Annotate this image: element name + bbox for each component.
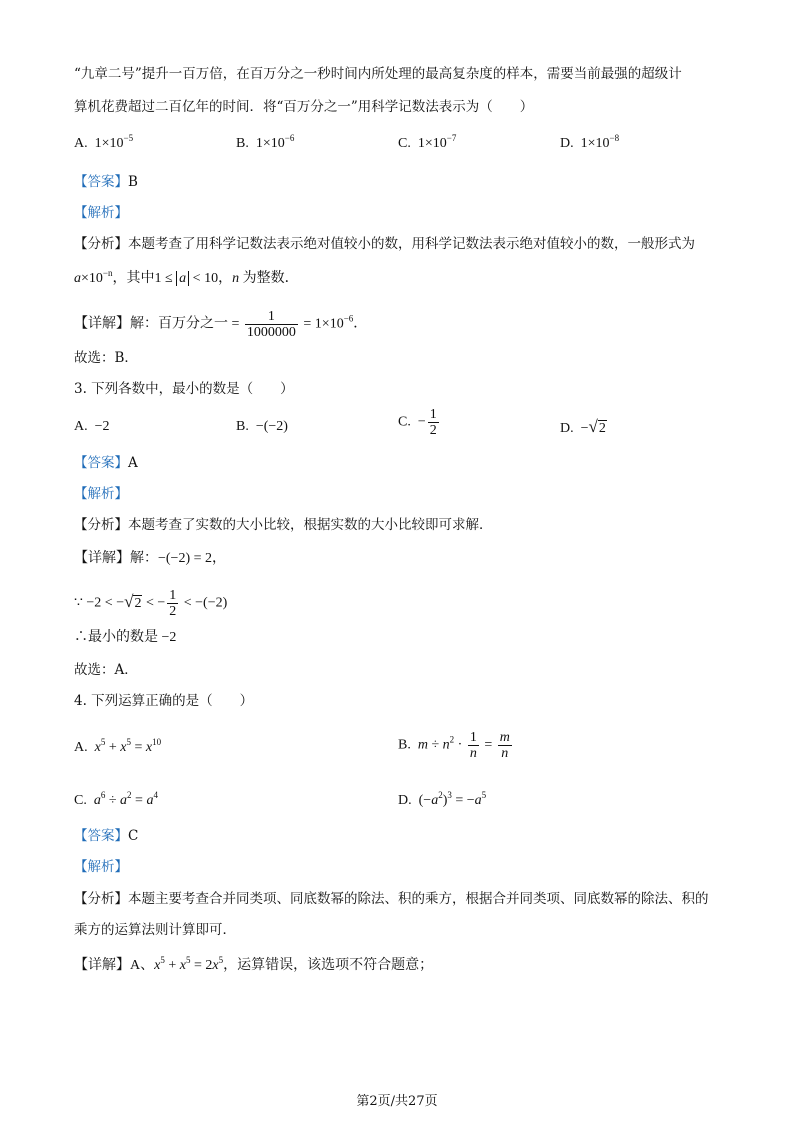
- q4-detail: 【详解】A、$x^5 + x^5 = 2x^5$，运算错误，该选项不符合题意；: [74, 955, 434, 973]
- q3-option-b: B. −(−2): [236, 419, 288, 434]
- q3-option-d: D. −√2: [560, 417, 607, 439]
- q2-stem-line2: 算机花费超过二百亿年的时间．将“百万分之一”用科学记数法表示为（ ）: [74, 99, 534, 115]
- q3-stem: 3. 下列各数中，最小的数是（ ）: [74, 381, 294, 397]
- q4-option-c: C. $a^6 \div a^2 = a^4$: [74, 790, 158, 808]
- page-footer: 第2页/共27页: [356, 1094, 438, 1109]
- q2-detail: 【详解】解：百万分之一 = $\frac{1}{1000000}$ = $1\times 10^{-6}$．: [74, 309, 368, 340]
- q2-answer: 【答案】B: [74, 174, 138, 190]
- q3-analysis: 【分析】本题考查了实数的大小比较，根据实数的大小比较即可求解．: [74, 517, 493, 533]
- q3-option-a: A. −2: [74, 419, 110, 434]
- q4-option-b: B. $m \div n^2$ · $\frac{1}{n}$ = $\frac{m}{n}$: [398, 730, 510, 761]
- q3-therefore: ∴最小的数是 −2: [74, 630, 177, 645]
- q4-jiexi-tag: 【解析】: [74, 859, 128, 875]
- q2-stem-line1: “九章二号”提升一百万倍，在百万分之一秒时间内所处理的最高复杂度的样本，需要当前最强的超级计: [74, 66, 682, 82]
- q3-answer: 【答案】A: [74, 455, 138, 471]
- q4-option-a: A. $x^5 + x^5 = x^{10}$: [74, 737, 162, 755]
- q4-analysis-line1: 【分析】本题主要考查合并同类项、同底数幂的除法、积的乘方，根据合并同类项、同底数幂的除法、积的: [74, 891, 709, 907]
- answer-tag: 【答案】: [74, 174, 128, 190]
- q2-option-c: C. $1\times 10^{-7}$: [398, 133, 457, 151]
- q4-option-d: D. $(-a^2)^3 = -a^5$: [398, 790, 487, 808]
- q2-analysis-line2: $a\times 10^{-n}$，其中1 ≤ a < 10，n 为整数．: [74, 268, 299, 286]
- fraction-one-millionth: $\frac{1}{1000000}$: [246, 309, 296, 340]
- q3-detail: 【详解】解：−(−2) = 2，: [74, 551, 227, 566]
- q4-stem: 4. 下列运算正确的是（ ）: [74, 693, 254, 709]
- q2-option-a: A. $1\times 10^{-5}$: [74, 133, 134, 151]
- q2-choose: 故选：B．: [74, 350, 138, 366]
- q2-jiexi-tag: 【解析】: [74, 205, 128, 221]
- q2-option-b: B. $1\times 10^{-6}$: [236, 133, 295, 151]
- q2-option-d: D. $1\times 10^{-8}$: [560, 133, 620, 151]
- q2-analysis-line1: 【分析】本题考查了用科学记数法表示绝对值较小的数，用科学记数法表示绝对值较小的数，一般形式为: [74, 236, 695, 252]
- q3-option-c: C. − $\frac{1}{2}$: [398, 407, 437, 438]
- q3-because: ∵ −2 < −√2 < − $\frac{1}{2}$ < −(−2): [74, 588, 228, 619]
- sqrt-symbol: √2: [588, 417, 606, 436]
- q4-analysis-line2: 乘方的运算法则计算即可．: [74, 922, 236, 938]
- q4-answer: 【答案】C: [74, 828, 139, 844]
- q3-jiexi-tag: 【解析】: [74, 486, 128, 502]
- q3-choose: 故选：A．: [74, 662, 138, 678]
